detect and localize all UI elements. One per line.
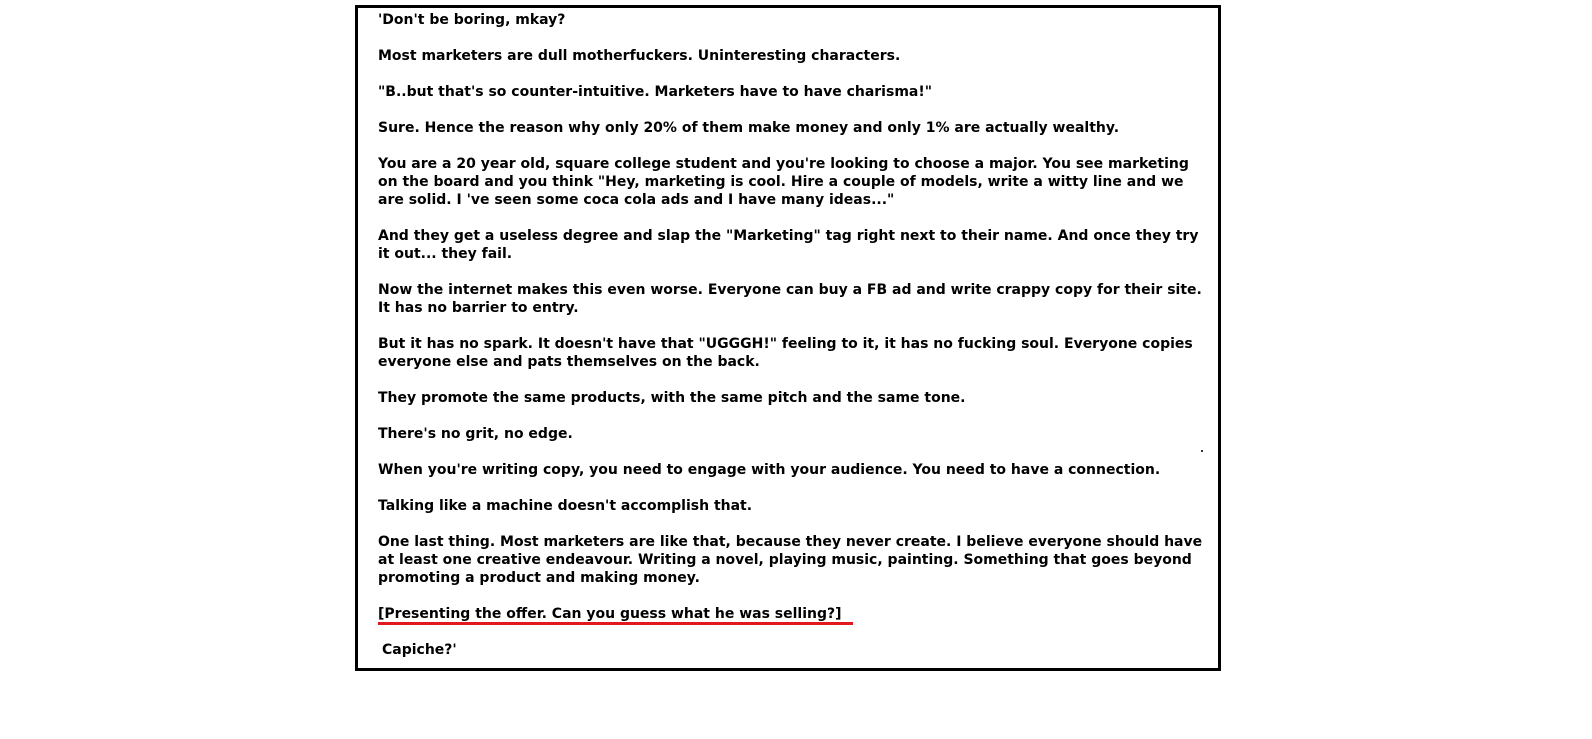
paragraph-4: Sure. Hence the reason why only 20% of them make money and only 1% are actually wealthy. xyxy=(378,120,1120,136)
paragraph-8: But it has no spark. It doesn't have that "UGGGH!" feeling to it, it has no fucking soul. Everyone copies everyone else and pats themselves on the back. xyxy=(378,336,1198,370)
paragraph-7: Now the internet makes this even worse. Everyone can buy a FB ad and write crappy copy for their site. It has no barrier to entry. xyxy=(378,282,1207,316)
document-body xyxy=(378,11,1210,659)
paragraph-9: They promote the same products, with the same pitch and the same tone. xyxy=(378,390,966,406)
paragraph-6: And they get a useless degree and slap the "Marketing" tag right next to their name. And once they try it out... they fail. xyxy=(378,228,1204,262)
offer-note: [Presenting the offer. Can you guess what he was selling?] xyxy=(378,606,842,622)
paragraph-12: Talking like a machine doesn't accomplish that. xyxy=(378,498,753,514)
closing-line: Capiche?' xyxy=(382,642,457,658)
paragraph-10: There's no grit, no edge. xyxy=(378,426,573,442)
paragraph-13: One last thing. Most marketers are like that, because they never create. I believe everyone should have at least one creative endeavour. Writing a novel, playing music, painting. Something that goes beyond promoting a product and making money. xyxy=(378,534,1208,586)
paragraph-3: "B..but that's so counter-intuitive. Marketers have to have charisma!" xyxy=(378,84,933,100)
paragraph-2: Most marketers are dull motherfuckers. Uninteresting characters. xyxy=(378,48,901,64)
document-frame xyxy=(355,5,1221,671)
paragraph-5: You are a 20 year old, square college student and you're looking to choose a major. You see marketing on the board and you think "Hey, marketing is cool. Hire a couple of models, write a witty line and we are solid. I 've seen some coca cola ads and I have many ideas..." xyxy=(378,156,1194,208)
paragraph-1: 'Don't be boring, mkay? xyxy=(378,12,566,28)
stray-dot xyxy=(1201,450,1203,452)
offer-note-paragraph xyxy=(378,605,1210,623)
paragraph-11: When you're writing copy, you need to engage with your audience. You need to have a connection. xyxy=(378,462,1161,478)
